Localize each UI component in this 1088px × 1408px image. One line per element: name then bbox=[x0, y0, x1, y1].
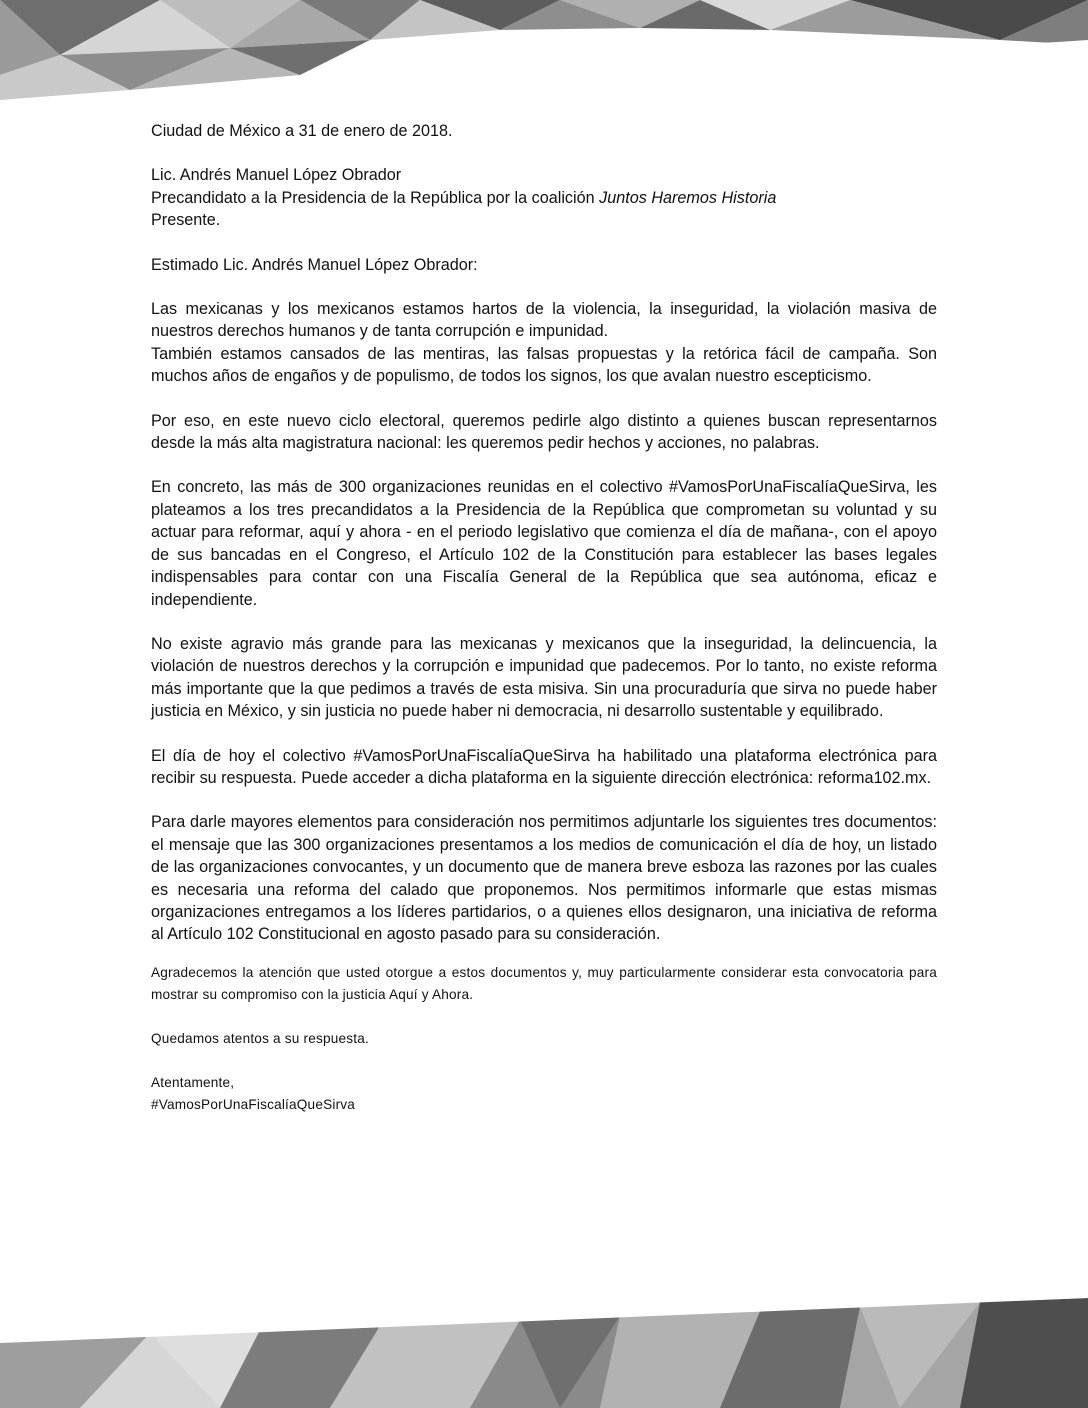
letter-body bbox=[151, 120, 937, 1116]
closing-line: Atentamente, bbox=[151, 1074, 235, 1090]
recipient-title bbox=[151, 187, 937, 209]
greeting: Estimado Lic. Andrés Manuel López Obrador: bbox=[151, 255, 478, 274]
presente-line: Presente. bbox=[151, 211, 221, 230]
date-line: Ciudad de México a 31 de enero de 2018. bbox=[151, 122, 453, 140]
footer-polygon-decoration bbox=[0, 1298, 1088, 1408]
paragraph: También estamos cansados de las mentiras, las falsas propuestas y la retórica fácil de campaña. Son muchos años de engaños y de populismo, de todos los signos, los que avalan nuestro escepticismo. bbox=[151, 344, 937, 386]
paragraph: El día de hoy el colectivo #VamosPorUnaFiscalíaQueSirva ha habilitado una plataforma electrónica para recibir su respuesta. Puede acceder a dicha plataforma en la siguiente dirección electrónica: reforma102.mx. bbox=[151, 746, 937, 787]
thanks-paragraph: Agradecemos la atención que usted otorgue a estos documentos y, muy particularmente considerar esta convocatoria para mostrar su compromiso con la justicia Aquí y Ahora. bbox=[151, 964, 937, 1002]
coalition-name: Juntos Haremos Historia bbox=[599, 188, 777, 207]
recipient-name: Lic. Andrés Manuel López Obrador bbox=[151, 166, 402, 185]
closing-section bbox=[151, 962, 937, 1116]
paragraph: No existe agravio más grande para las mexicanas y mexicanos que la inseguridad, la delincuencia, la violación de nuestros derechos y la corrupción e impunidad que padecemos. Por lo tanto, no existe reforma más importante que la que pedimos a través de esta misiva. Sin una procuraduría que sirva no puede haber justicia en México, y sin justicia no puede haber ni democracia, ni desarrollo sustentable y equilibrado. bbox=[151, 634, 937, 721]
paragraph: En concreto, las más de 300 organizaciones reunidas en el colectivo #VamosPorUnaFiscalíaQueSirva, les plateamos a los tres precandidatos a la Presidencia de la República que comprometan su voluntad y su actuar para reformar, aquí y ahora - en el periodo legislativo que comienza el día de mañana-, con el apoyo de sus bancadas en el Congreso, el Artículo 102 de la Constitución para establecer las bases legales indispensables para contar con una Fiscalía General de la República que sea autónoma, eficaz e independiente. bbox=[151, 478, 937, 609]
paragraph: Las mexicanas y los mexicanos estamos hartos de la violencia, la inseguridad, la violación masiva de nuestros derechos humanos y de tanta corrupción e impunidad. bbox=[151, 300, 937, 341]
paragraph: Por eso, en este nuevo ciclo electoral, queremos pedirle algo distinto a quienes buscan representarnos desde la más alta magistratura nacional: les queremos pedir hechos y acciones, no palabras. bbox=[151, 411, 937, 453]
signature: #VamosPorUnaFiscalíaQueSirva bbox=[151, 1096, 356, 1112]
recipient-block bbox=[151, 164, 937, 231]
header-polygon-decoration bbox=[0, 0, 1088, 110]
paragraph: Para darle mayores elementos para consideración nos permitimos adjuntarle los siguientes tres documentos: el mensaje que las 300 organizaciones presentamos a los medios de comunicación el día de hoy, un listado de las organizaciones convocantes, y un documento que de manera breve esboza las razones por las cuales es necesaria una reforma del calado que proponemos. Nos permitimos informarle que estas mismas organizaciones entregamos a los líderes partidarios, o a quienes ellos designaron, una iniciativa de reforma al Artículo 102 Constitucional en agosto pasado para su consideración. bbox=[151, 813, 937, 944]
paragraph-group-1 bbox=[151, 298, 937, 388]
awaiting-line: Quedamos atentos a su respuesta. bbox=[151, 1030, 369, 1046]
recipient-title-prefix: Precandidato a la Presidencia de la República por la coalición bbox=[151, 188, 600, 207]
